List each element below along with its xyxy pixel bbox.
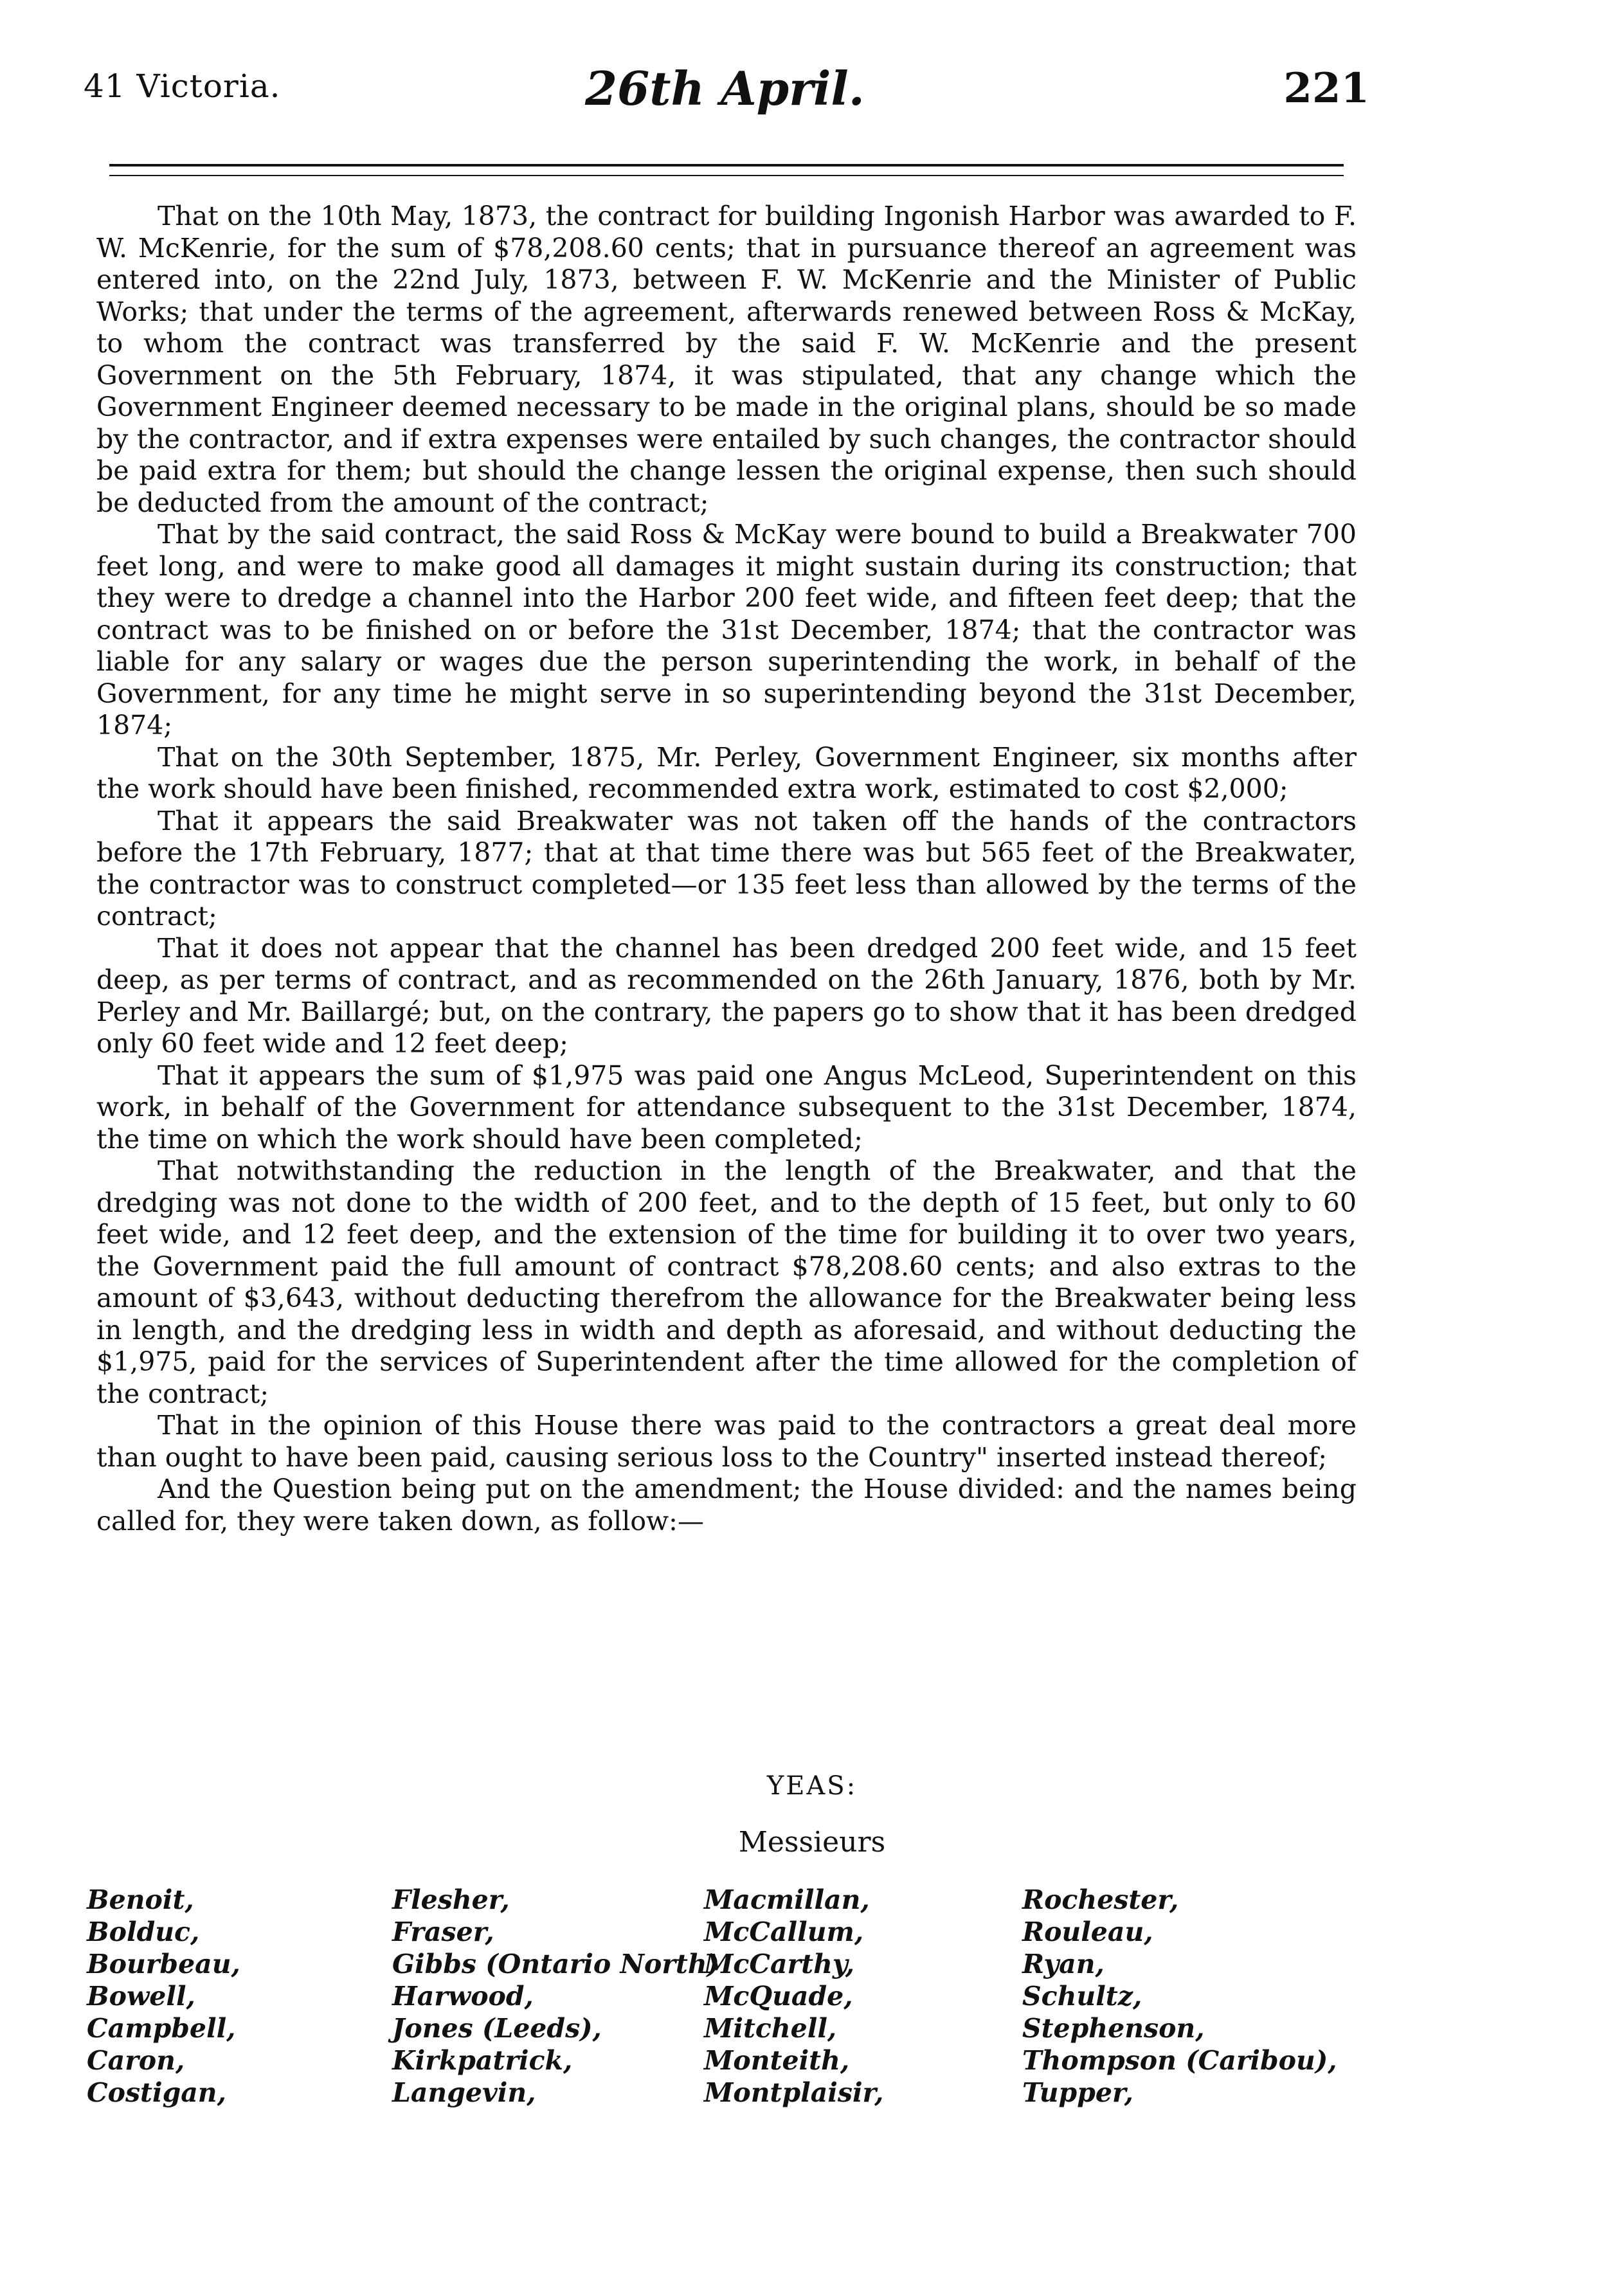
paragraph-division: And the Question being put on the amendment; the House divided: and the names being called for, they were taken down, as follow:— [96, 1474, 1357, 1537]
page-number: 221 [1283, 64, 1369, 113]
name-column-3 [704, 1884, 883, 2109]
member-name: Campbell, [87, 2013, 236, 2044]
member-name: Rochester, [1022, 1884, 1179, 1915]
paragraph-breakwater-length: That it appears the said Breakwater was not taken off the hands of the contractors before the 17th February, 1877; that at that time there was but 565 feet of the Breakwater, the contractor was to construct completed—or 135 feet less than allowed by the terms of the contract; [96, 805, 1357, 932]
member-name: Macmillan, [704, 1884, 870, 1915]
member-name: Mitchell, [704, 2013, 837, 2044]
member-name: Bolduc, [87, 1916, 200, 1947]
member-name: Rouleau, [1022, 1916, 1153, 1947]
paragraph-extra-work: That on the 30th September, 1875, Mr. Perley, Government Engineer, six months after the work should have been finished, recommended extra work, estimated to cost $2,000; [96, 741, 1357, 804]
member-name: Benoit, [87, 1884, 194, 1915]
member-name: McCallum, [704, 1916, 864, 1947]
member-name: Harwood, [392, 1981, 534, 2012]
page-date: 26th April. [585, 61, 865, 116]
member-name: Flesher, [392, 1884, 510, 1915]
yeas-heading: YEAS: [766, 1771, 858, 1801]
member-name: Jones (Leeds), [392, 2013, 602, 2044]
header-rule-thin [109, 175, 1344, 176]
member-name: Costigan, [87, 2077, 226, 2108]
paragraph-house-opinion: That in the opinion of this House there was paid to the contractors a great deal more than ought to have been paid, causing serious loss to the Country" inserted instead thereof; [96, 1410, 1357, 1473]
session-label: 41 Victoria. [84, 68, 281, 105]
name-column-2 [392, 1884, 719, 2109]
paragraph-channel-dredging: That it does not appear that the channel has been dredged 200 feet wide, and 15 feet deep, as per terms of contract, and as recommended on the 26th January, 1876, both by Mr. Perley and Mr. Baillargé; but, on the contrary, the papers go to show that it has been dredged only 60 feet wide and 12 feet deep; [96, 932, 1357, 1059]
member-name: Ryan, [1022, 1949, 1105, 1979]
member-name: Fraser, [392, 1916, 494, 1947]
header-rule-thick [109, 164, 1344, 167]
page-header [84, 61, 1369, 132]
member-name: Caron, [87, 2045, 185, 2076]
member-name: Montplaisir, [704, 2077, 884, 2108]
member-name: Gibbs (Ontario North) [392, 1949, 720, 1979]
yeas-name-list [0, 1884, 1624, 2205]
member-name: McCarthy, [704, 1949, 855, 1979]
paragraph-full-payment: That notwithstanding the reduction in the length of the Breakwater, and that the dredging was not done to the width of 200 feet, and to the depth of 15 feet, but only to 60 feet wide, and 12 feet deep, and the extension of the time for building it to over two years, the Government paid the full amount of contract $78,208.60 cents; and also extras to the amount of $3,643, without deducting therefrom the allowance for the Breakwater being less in length, and the dredging less in width and depth as aforesaid, and without deducting the $1,975, paid for the services of Superintendent after the time allowed for the completion of the contract; [96, 1155, 1357, 1409]
paragraph-contract-award: That on the 10th May, 1873, the contract for building Ingonish Harbor was awarded to F. W. McKenrie, for the sum of $78,208.60 cents; that in pursuance thereof an agreement was entered into, on the 22nd July, 1873, between F. W. McKenrie and the Minister of Public Works; that under the terms of the agreement, afterwards renewed between Ross & McKay, to whom the contract was transferred by the said F. W. McKenrie and the present Government on the 5th February, 1874, it was stipulated, that any change which the Government Engineer deemed necessary to be made in the original plans, should be so made by the contractor, and if extra expenses were entailed by such changes, the contractor should be paid extra for them; but should the change lessen the original expense, then such should be deducted from the amount of the contract; [96, 201, 1357, 518]
name-column-4 [1022, 1884, 1337, 2109]
member-name: Tupper, [1022, 2077, 1133, 2108]
body-text [96, 201, 1357, 1537]
paragraph-contract-terms: That by the said contract, the said Ross & McKay were bound to build a Breakwater 700 feet long, and were to make good all damages it might sustain during its construction; that they were to dredge a channel into the Harbor 200 feet wide, and fifteen feet deep; that the contract was to be finished on or before the 31st December, 1874; that the contractor was liable for any salary or wages due the person superintending the work, in behalf of the Government, for any time he might serve in so superintending beyond the 31st December, 1874; [96, 519, 1357, 741]
messieurs-heading: Messieurs [738, 1826, 886, 1859]
member-name: McQuade, [704, 1981, 853, 2012]
member-name: Bowell, [87, 1981, 195, 2012]
member-name: Stephenson, [1022, 2013, 1205, 2044]
member-name: Monteith, [704, 2045, 850, 2076]
member-name: Thompson (Caribou), [1022, 2045, 1337, 2076]
member-name: Bourbeau, [87, 1949, 240, 1979]
member-name: Schultz, [1022, 1981, 1142, 2012]
member-name: Langevin, [392, 2077, 536, 2108]
paragraph-superintendent-payment: That it appears the sum of $1,975 was paid one Angus McLeod, Superintendent on this work, in behalf of the Government for attendance subsequent to the 31st December, 1874, the time on which the work should have been completed; [96, 1059, 1357, 1155]
member-name: Kirkpatrick, [392, 2045, 573, 2076]
name-column-1 [87, 1884, 240, 2109]
